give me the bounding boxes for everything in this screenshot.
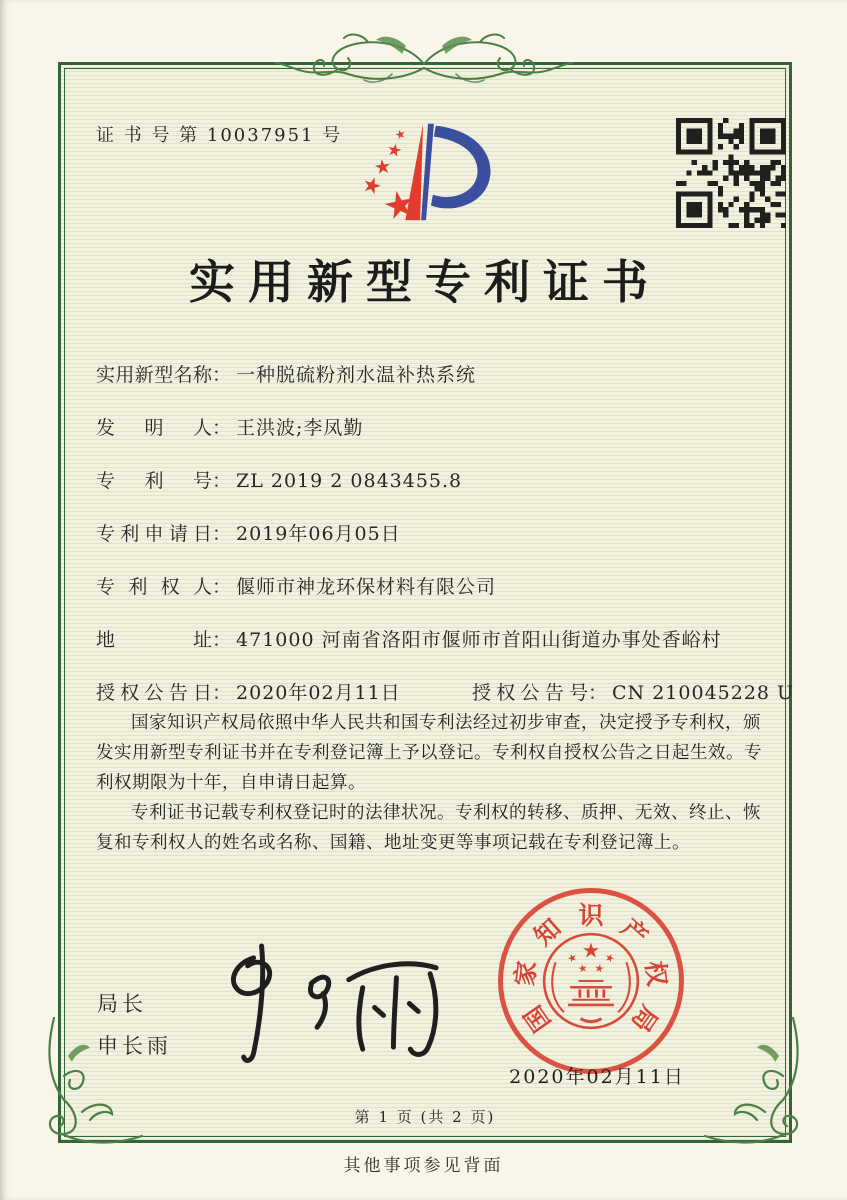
field-value: 偃师市神龙环保材料有限公司 [236, 576, 497, 598]
legal-paragraph-grant: 国家知识产权局依照中华人民共和国专利法经过初步审查，决定授予专利权，颁发实用新型专利证书并在专利登记簿上予以登记。专利权自授权公告之日起生效。专利权期限为十年，自申请日起算。 [96, 713, 762, 793]
back-note: 其他事项参见背面 [343, 1156, 504, 1176]
field-value: ZL 2019 2 0843455.8 [236, 470, 463, 492]
field-grant-number [472, 680, 794, 707]
field-colon: ： [212, 523, 232, 545]
field-inventors [96, 415, 776, 468]
field-label: 专利权人 [96, 576, 212, 598]
field-value: 471000 河南省洛阳市偃师市首阳山街道办事处香峪村 [236, 629, 722, 651]
field-colon: ： [212, 576, 232, 598]
commissioner-name: 申长雨 [97, 1034, 172, 1058]
commissioner-signature-icon [208, 936, 446, 1070]
field-value: CN 210045228 U [612, 682, 795, 704]
field-filing-date [96, 521, 776, 574]
page-number: 第 1 页 (共 2 页) [354, 1108, 496, 1126]
field-value: 2020年02月11日 [236, 682, 401, 704]
field-colon: ： [212, 417, 232, 439]
seal-date: 2020年02月11日 [509, 1066, 685, 1088]
field-colon: ： [212, 470, 232, 492]
field-colon: ： [212, 364, 232, 386]
field-label: 授权公告日 [96, 682, 212, 704]
field-label: 发明人 [96, 417, 212, 439]
certificate-number: 证 书 号 第 10037951 号 [96, 125, 343, 146]
field-label: 授权公告号 [472, 682, 588, 704]
field-value: 一种脱硫粉剂水温补热系统 [236, 364, 477, 386]
certificate-fields [96, 362, 795, 733]
field-utility-model-name [96, 362, 776, 415]
field-label: 地址 [96, 629, 212, 651]
field-colon: ： [588, 682, 608, 704]
field-address [96, 627, 776, 680]
legal-paragraphs [96, 708, 774, 858]
field-label: 实用新型名称 [96, 364, 212, 386]
field-value: 2019年06月05日 [236, 523, 401, 545]
field-label: 专利号 [96, 470, 212, 492]
field-patent-number [96, 468, 776, 521]
legal-paragraph-register: 专利证书记载专利权登记时的法律状况。专利权的转移、质押、无效、终止、恢复和专利权人的姓名或名称、国籍、地址变更等事项记载在专利登记簿上。 [96, 803, 761, 853]
field-value: 王洪波;李凤勤 [236, 417, 364, 439]
commissioner-title: 局长 [97, 992, 147, 1016]
field-patentee [96, 574, 776, 627]
qr-code [676, 118, 786, 228]
cnipa-logo-icon [337, 110, 517, 238]
national-emblem-icon [541, 931, 641, 1031]
certificate-title: 实用新型专利证书 [189, 255, 661, 309]
field-colon: ： [212, 629, 232, 651]
official-seal: 国 家 知 识 产 权 局 [498, 888, 684, 1074]
field-label: 专利申请日 [96, 523, 212, 545]
field-colon: ： [212, 682, 232, 704]
